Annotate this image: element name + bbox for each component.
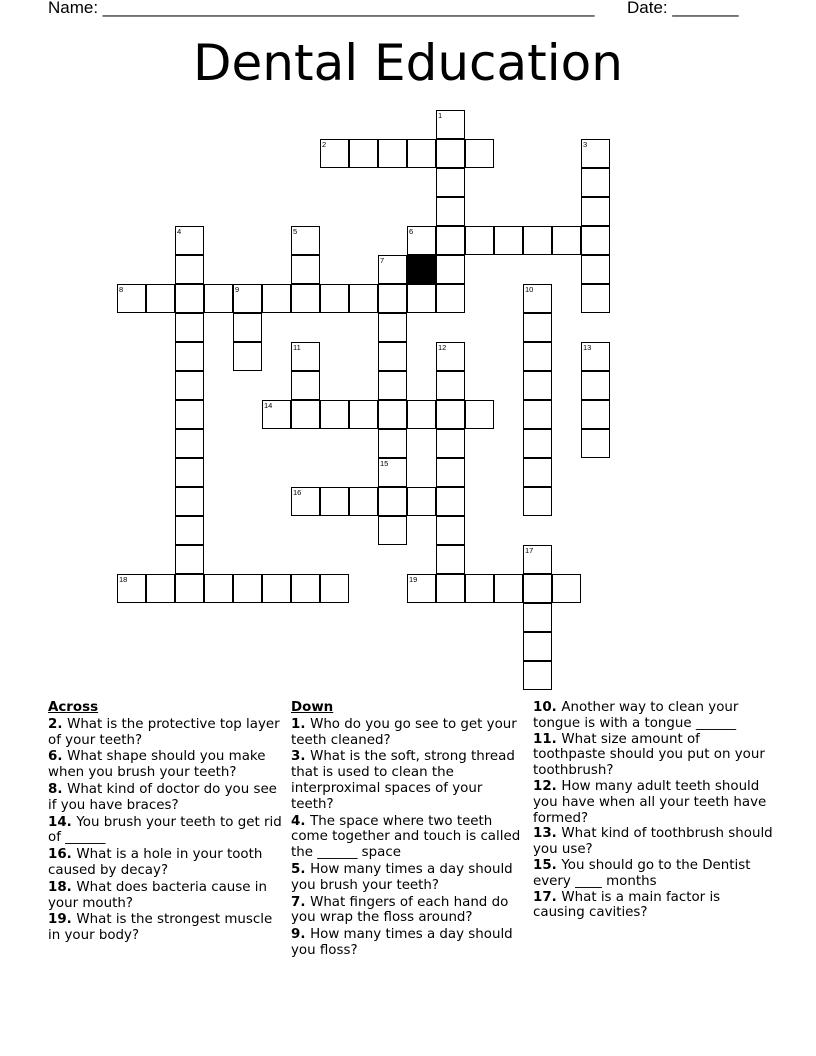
grid-cell[interactable] [175, 342, 204, 371]
grid-cell[interactable] [204, 574, 233, 603]
grid-cell[interactable] [320, 139, 349, 168]
grid-cell[interactable] [291, 400, 320, 429]
grid-cell[interactable] [523, 429, 552, 458]
grid-cell[interactable] [175, 284, 204, 313]
clue-text: You should go to the Dentist every ____ months [533, 857, 751, 889]
page-title: Dental Education [193, 34, 623, 92]
clue [533, 779, 773, 826]
grid-cell[interactable] [320, 487, 349, 516]
clue-number: 18 [119, 575, 128, 584]
grid-cell[interactable] [581, 400, 610, 429]
clue-text: What shape should you make when you brush your teeth? [48, 749, 266, 781]
clue-label: 1. [291, 716, 311, 732]
grid-cell[interactable] [175, 400, 204, 429]
grid-cell[interactable] [175, 371, 204, 400]
grid-cell[interactable] [494, 574, 523, 603]
clue-label: 11. [533, 731, 562, 747]
across-heading: Across [48, 700, 99, 715]
grid-cell[interactable] [436, 139, 465, 168]
grid-cell[interactable] [465, 139, 494, 168]
grid-cell[interactable] [320, 574, 349, 603]
grid-cell[interactable] [291, 255, 320, 284]
down-clues-continued [533, 700, 773, 921]
grid-cell[interactable] [581, 429, 610, 458]
grid-cell[interactable] [465, 226, 494, 255]
grid-cell[interactable] [436, 516, 465, 545]
clue [48, 782, 286, 814]
clue-text: What size amount of toothpaste should you put on your toothbrush? [533, 731, 765, 779]
clue [48, 880, 286, 912]
clue-label: 13. [533, 826, 562, 842]
clue-number: 1 [438, 111, 443, 120]
grid-cell[interactable] [378, 429, 407, 458]
grid-cell[interactable] [523, 371, 552, 400]
clue-text: Another way to clean your tongue is with a tongue ______ [533, 700, 739, 731]
clue [291, 895, 527, 927]
grid-cell[interactable] [523, 400, 552, 429]
grid-cell[interactable] [581, 255, 610, 284]
grid-cell[interactable] [436, 400, 465, 429]
grid-cell[interactable] [378, 371, 407, 400]
clue [291, 717, 527, 749]
grid-cell[interactable] [523, 545, 552, 574]
grid-cell[interactable] [378, 487, 407, 516]
clue-label: 17. [533, 889, 562, 905]
clue [48, 717, 286, 749]
clue-text: What is the soft, strong thread that is used to clean the interproximal spaces of your teeth? [291, 749, 515, 812]
grid-cell[interactable] [407, 574, 436, 603]
clue [291, 927, 527, 959]
grid-cell[interactable] [233, 284, 262, 313]
clue [533, 700, 773, 732]
clue-label: 12. [533, 778, 562, 794]
clue-text: The space where two teeth come together and touch is called the ______ space [291, 813, 521, 861]
clue-number: 15 [380, 459, 389, 468]
clue-number: 4 [177, 227, 182, 236]
grid-cell[interactable] [378, 255, 407, 284]
clue [48, 749, 286, 781]
grid-cell[interactable] [581, 139, 610, 168]
clue-text: What kind of doctor do you see if you have braces? [48, 781, 277, 813]
grid-cell[interactable] [494, 226, 523, 255]
grid-cell[interactable] [523, 487, 552, 516]
grid-cell[interactable] [581, 168, 610, 197]
clue-number: 16 [293, 488, 302, 497]
grid-cell[interactable] [175, 545, 204, 574]
blocked-cell [407, 255, 436, 284]
clue [48, 912, 286, 944]
down-clue-list-continued [533, 700, 773, 921]
grid-cell[interactable] [581, 226, 610, 255]
grid-cell[interactable] [523, 632, 552, 661]
across-clue-list [48, 717, 286, 944]
grid-cell[interactable] [523, 313, 552, 342]
clue-text: How many times a day should you brush your teeth? [291, 861, 513, 893]
clue-text: Who do you go see to get your teeth cleaned? [291, 716, 517, 748]
grid-cell[interactable] [146, 284, 175, 313]
clue-label: 5. [291, 861, 311, 877]
grid-cell[interactable] [436, 168, 465, 197]
clue [291, 814, 527, 861]
clue [48, 847, 286, 879]
clue-text: What is a main factor is causing cavities? [533, 889, 721, 921]
clue-label: 16. [48, 847, 77, 863]
grid-cell[interactable] [291, 574, 320, 603]
clue-label: 3. [291, 749, 311, 765]
grid-cell[interactable] [581, 284, 610, 313]
clue-label: 4. [291, 813, 311, 829]
clue [533, 890, 773, 922]
grid-cell[interactable] [523, 458, 552, 487]
clue-label: 10. [533, 700, 562, 715]
clue-number: 6 [409, 227, 414, 236]
grid-cell[interactable] [378, 284, 407, 313]
grid-cell[interactable] [175, 226, 204, 255]
grid-cell[interactable] [262, 400, 291, 429]
clue-number: 14 [264, 401, 273, 410]
grid-cell[interactable] [378, 516, 407, 545]
clue-number: 12 [438, 343, 447, 352]
grid-cell[interactable] [175, 255, 204, 284]
clue-number: 11 [293, 343, 301, 352]
grid-cell[interactable] [117, 574, 146, 603]
clue-text: What kind of toothbrush should you use? [533, 826, 773, 858]
grid-cell[interactable] [146, 574, 175, 603]
grid-cell[interactable] [436, 371, 465, 400]
grid-cell[interactable] [523, 574, 552, 603]
clue [291, 749, 527, 812]
grid-cell[interactable] [320, 284, 349, 313]
grid-cell[interactable] [320, 400, 349, 429]
clue-label: 19. [48, 912, 77, 928]
clue-label: 6. [48, 749, 68, 765]
grid-cell[interactable] [436, 284, 465, 313]
clue [533, 826, 773, 858]
clue-text: What is the protective top layer of your teeth? [48, 716, 280, 748]
grid-cell[interactable] [436, 458, 465, 487]
clue [48, 815, 286, 847]
down-clue-list [291, 717, 527, 959]
clue-number: 9 [235, 285, 240, 294]
grid-cell[interactable] [465, 574, 494, 603]
grid-cell[interactable] [291, 487, 320, 516]
clue [291, 862, 527, 894]
grid-cell[interactable] [436, 226, 465, 255]
clue-number: 7 [380, 256, 385, 265]
grid-cell[interactable] [436, 342, 465, 371]
grid-cell[interactable] [436, 429, 465, 458]
clue-label: 15. [533, 857, 562, 873]
grid-cell[interactable] [175, 313, 204, 342]
clue-text: What is the strongest muscle in your body? [48, 912, 273, 944]
grid-cell[interactable] [175, 487, 204, 516]
grid-cell[interactable] [407, 284, 436, 313]
clue-text: What is a hole in your tooth caused by decay? [48, 847, 263, 878]
grid-cell[interactable] [349, 487, 378, 516]
grid-cell[interactable] [349, 139, 378, 168]
grid-cell[interactable] [407, 139, 436, 168]
clue-number: 3 [583, 140, 588, 149]
grid-cell[interactable] [407, 487, 436, 516]
grid-cell[interactable] [378, 139, 407, 168]
grid-cell[interactable] [523, 661, 552, 690]
grid-cell[interactable] [465, 400, 494, 429]
clue-label: 8. [48, 781, 68, 797]
grid-cell[interactable] [523, 603, 552, 632]
clue [533, 732, 773, 779]
grid-cell[interactable] [436, 255, 465, 284]
grid-cell[interactable] [436, 545, 465, 574]
grid-cell[interactable] [262, 574, 291, 603]
clue-number: 5 [293, 227, 298, 236]
grid-cell[interactable] [349, 400, 378, 429]
date-field[interactable]: Date: _______ [627, 0, 739, 17]
name-field[interactable]: Name: ____________________________________________________ [48, 0, 595, 17]
clue-text: What does bacteria cause in your mouth? [48, 879, 267, 911]
grid-cell[interactable] [117, 284, 146, 313]
grid-cell[interactable] [581, 371, 610, 400]
clue-label: 9. [291, 927, 311, 943]
clue-label: 18. [48, 879, 77, 895]
grid-cell[interactable] [233, 574, 262, 603]
clue-text: How many times a day should you floss? [291, 927, 513, 958]
clue-number: 8 [119, 285, 124, 294]
clue-label: 7. [291, 894, 311, 910]
grid-cell[interactable] [378, 400, 407, 429]
clue-number: 19 [409, 575, 418, 584]
grid-cell[interactable] [407, 400, 436, 429]
grid-cell[interactable] [175, 574, 204, 603]
grid-cell[interactable] [262, 284, 291, 313]
grid-cell[interactable] [581, 197, 610, 226]
grid-cell[interactable] [523, 226, 552, 255]
grid-cell[interactable] [204, 284, 233, 313]
grid-cell[interactable] [291, 371, 320, 400]
down-clues [291, 700, 527, 960]
grid-cell[interactable] [523, 284, 552, 313]
grid-cell[interactable] [436, 487, 465, 516]
grid-cell[interactable] [291, 342, 320, 371]
clue-number: 10 [525, 285, 534, 294]
grid-cell[interactable] [378, 458, 407, 487]
grid-cell[interactable] [291, 284, 320, 313]
grid-cell[interactable] [233, 342, 262, 371]
grid-cell[interactable] [552, 574, 581, 603]
grid-cell[interactable] [552, 226, 581, 255]
clue-text: You brush your teeth to get rid of ______ [48, 814, 282, 846]
grid-cell[interactable] [378, 342, 407, 371]
grid-cell[interactable] [291, 226, 320, 255]
across-clues [48, 700, 286, 945]
clue-number: 17 [525, 546, 534, 555]
grid-cell[interactable] [378, 313, 407, 342]
clue-text: How many adult teeth should you have when all your teeth have formed? [533, 778, 767, 826]
grid-cell[interactable] [175, 516, 204, 545]
grid-cell[interactable] [349, 284, 378, 313]
clue [533, 858, 773, 890]
grid-cell[interactable] [175, 458, 204, 487]
grid-cell[interactable] [523, 342, 552, 371]
grid-cell[interactable] [581, 342, 610, 371]
grid-cell[interactable] [175, 429, 204, 458]
grid-cell[interactable] [436, 574, 465, 603]
grid-cell[interactable] [436, 197, 465, 226]
clue-label: 14. [48, 814, 77, 830]
grid-cell[interactable] [407, 226, 436, 255]
grid-cell[interactable] [436, 110, 465, 139]
clue-label: 2. [48, 716, 68, 732]
clue-number: 13 [583, 343, 592, 352]
clue-number: 2 [322, 140, 327, 149]
grid-cell[interactable] [233, 313, 262, 342]
clue-text: What fingers of each hand do you wrap the floss around? [291, 894, 509, 926]
down-heading: Down [291, 700, 334, 715]
